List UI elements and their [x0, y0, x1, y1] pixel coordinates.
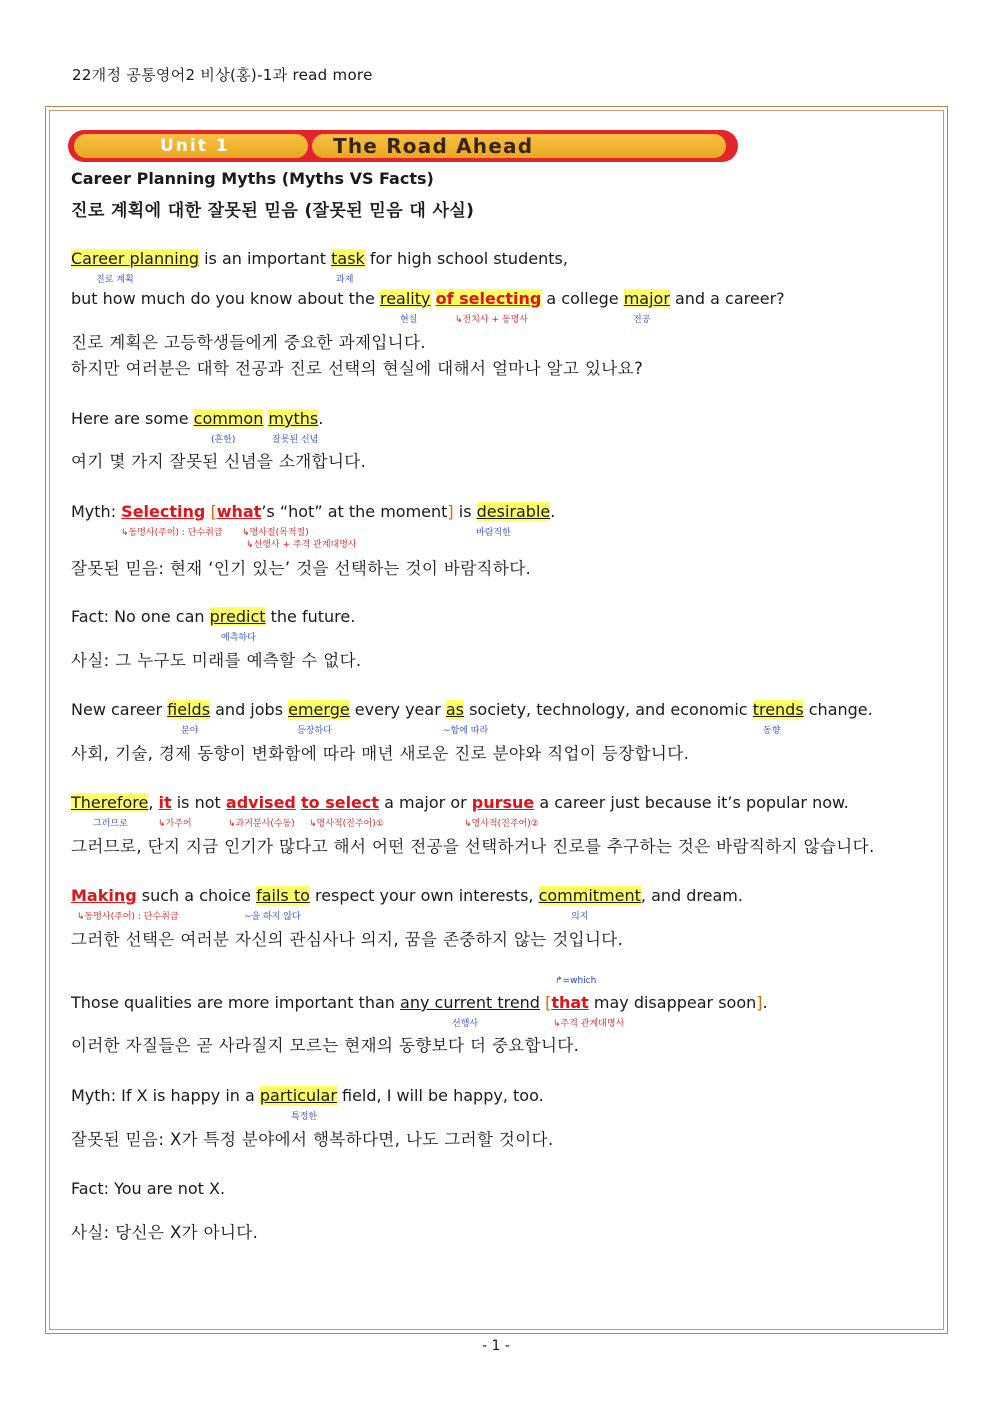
- term-advised: advised: [225, 793, 296, 812]
- sentence-11: Fact: You are not X.: [71, 1179, 226, 1198]
- term-desirable: desirable: [476, 502, 551, 521]
- text: respect your own interests,: [309, 886, 539, 905]
- sentence-3: [71, 409, 323, 428]
- term-as: as: [445, 700, 464, 719]
- gloss-making: ↳동명사(주어) : 단수취급: [77, 912, 179, 922]
- gloss-fails-to: ~을 하지 않다: [244, 912, 301, 922]
- translation-10: 잘못된 믿음: X가 특정 분야에서 행복하다면, 나도 그러할 것이다.: [71, 1130, 554, 1149]
- text: such a choice: [136, 886, 257, 905]
- bracket-close: ]: [756, 993, 763, 1012]
- page-number: - 1 -: [482, 1338, 510, 1354]
- text: change.: [803, 700, 873, 719]
- text: Here are some: [71, 409, 194, 428]
- text: New career: [71, 700, 168, 719]
- term-to-select: to select: [300, 793, 380, 812]
- term-therefore: Therefore: [71, 793, 149, 812]
- term-selecting: Selecting: [121, 502, 206, 521]
- gloss-to-select: ↳명사적(진주어)①: [309, 819, 384, 829]
- term-predict: predict: [209, 607, 266, 626]
- translation-2a: 진로 계획은 고등학생들에게 중요한 과제입니다.: [71, 333, 427, 352]
- term-myths: myths: [268, 409, 319, 428]
- gloss-trends: 동향: [763, 726, 781, 736]
- term-it: it: [158, 793, 172, 812]
- text: a college: [541, 289, 624, 308]
- gloss-predict: 예측하다: [221, 633, 256, 643]
- sentence-10: [71, 1086, 544, 1105]
- text: Those qualities are more important than: [71, 993, 401, 1012]
- translation-11: 사실: 당신은 X가 아니다.: [71, 1223, 259, 1242]
- unit-title: The Road Ahead: [333, 134, 534, 158]
- gloss-career-planning: 진로 계획: [96, 275, 134, 285]
- translation-5: 사실: 그 누구도 미래를 예측할 수 없다.: [71, 651, 362, 670]
- term-major: major: [623, 289, 670, 308]
- text: and jobs: [210, 700, 289, 719]
- gloss-that: ↳주격 관계대명사: [553, 1019, 625, 1029]
- term-that: that: [551, 993, 589, 1012]
- term-fields: fields: [167, 700, 211, 719]
- sentence-1: [71, 249, 568, 268]
- sentence-8: [71, 886, 743, 905]
- text: .: [550, 502, 556, 521]
- gloss-fields: 분야: [181, 726, 199, 736]
- term-task: task: [331, 249, 365, 268]
- text: ,: [148, 793, 159, 812]
- gloss-task: 과제: [336, 275, 354, 285]
- sentence-9: [71, 993, 768, 1012]
- bracket-open: [: [210, 502, 217, 521]
- gloss-myths: 잘못된 신념: [272, 435, 319, 445]
- text: is: [453, 502, 477, 521]
- sentence-7: [71, 793, 849, 812]
- translation-7: 그러므로, 단지 지금 인기가 많다고 해서 어떤 전공을 선택하거나 진로를 추구하는 것은 바람직하지 않습니다.: [71, 837, 875, 856]
- text: Fact: No one can: [71, 607, 210, 626]
- text: the future.: [265, 607, 356, 626]
- gloss-antecedent: 선행사: [452, 1019, 479, 1029]
- gloss-it: ↳가주어: [158, 819, 192, 829]
- translation-4: 잘못된 믿음: 현재 ‘인기 있는’ 것을 선택하는 것이 바람직하다.: [71, 559, 532, 578]
- gloss-as: ~함에 따라: [443, 726, 489, 736]
- heading-en: Career Planning Myths (Myths VS Facts): [71, 169, 434, 188]
- text: may disappear soon: [588, 993, 757, 1012]
- translation-8: 그러한 선택은 여러분 자신의 관심사나 의지, 꿈을 존중하지 않는 것입니다.: [71, 930, 624, 949]
- text: is not: [171, 793, 226, 812]
- text: .: [318, 409, 324, 428]
- gloss-pursue: ↳명사적(진주어)②: [464, 819, 539, 829]
- document-header: 22개정 공통영어2 비상(홍)-1과 read more: [72, 66, 373, 84]
- gloss-what: ↳선행사 + 주격 관계대명사: [246, 540, 357, 550]
- text: is an important: [198, 249, 332, 268]
- term-reality: reality: [379, 289, 431, 308]
- sentence-4: [71, 502, 555, 521]
- gloss-therefore: 그러므로: [93, 819, 128, 829]
- text: and a career?: [669, 289, 785, 308]
- term-any-current-trend: any current trend: [400, 993, 540, 1012]
- translation-2b: 하지만 여러분은 대학 전공과 진로 선택의 현실에 대해서 얼마나 알고 있나요?: [71, 359, 644, 378]
- term-emerge: emerge: [288, 700, 350, 719]
- term-fails-to: fails to: [256, 886, 310, 905]
- text: a career just because it’s popular now.: [534, 793, 849, 812]
- term-commitment: commitment: [538, 886, 641, 905]
- gloss-selecting: ↳동명사(주어) : 단수취급: [121, 528, 223, 538]
- gloss-major: 전공: [633, 315, 651, 325]
- term-pursue: pursue: [471, 793, 535, 812]
- gloss-advised: ↳과거분사(수동): [228, 819, 295, 829]
- term-making: Making: [71, 886, 137, 905]
- sentence-6: [71, 700, 873, 719]
- text: ’s “hot” at the moment: [261, 502, 448, 521]
- text: field, I will be happy, too.: [336, 1086, 544, 1105]
- gloss-desirable: 바람직한: [476, 528, 511, 538]
- term-common: common: [193, 409, 264, 428]
- text: , and dream.: [640, 886, 743, 905]
- heading-ko: 진로 계획에 대한 잘못된 믿음 (잘못된 믿음 대 사실): [71, 201, 475, 221]
- text: society, technology, and economic: [464, 700, 753, 719]
- text: for high school students,: [364, 249, 568, 268]
- gloss-particular: 특정한: [291, 1112, 318, 1122]
- gloss-which: ↱=which: [555, 976, 597, 986]
- term-what: what: [216, 502, 262, 521]
- text: Myth:: [71, 502, 122, 521]
- unit-banner: [68, 130, 738, 162]
- translation-6: 사회, 기술, 경제 동향이 변화함에 따라 매년 새로운 진로 분야와 직업이 등장합니다.: [71, 744, 690, 763]
- text: .: [762, 993, 768, 1012]
- term-trends: trends: [752, 700, 804, 719]
- text: Myth: If X is happy in a: [71, 1086, 260, 1105]
- term-particular: particular: [259, 1086, 337, 1105]
- bracket-close: ]: [447, 502, 454, 521]
- text: a major or: [379, 793, 472, 812]
- text: every year: [349, 700, 446, 719]
- sentence-5: [71, 607, 355, 626]
- term-career-planning: Career planning: [71, 249, 199, 268]
- translation-3: 여기 몇 가지 잘못된 신념을 소개합니다.: [71, 452, 367, 471]
- gloss-of-selecting: ↳전치사 + 동명사: [455, 315, 528, 325]
- unit-label: Unit 1: [160, 136, 230, 156]
- translation-9: 이러한 자질들은 곧 사라질지 모르는 현재의 동향보다 더 중요합니다.: [71, 1036, 580, 1055]
- gloss-commitment: 의지: [571, 912, 589, 922]
- gloss-reality: 현실: [400, 315, 418, 325]
- text: but how much do you know about the: [71, 289, 380, 308]
- gloss-what-clause: ↳명사절(목적절): [242, 528, 309, 538]
- sentence-2: [71, 289, 785, 308]
- bracket-open: [: [545, 993, 552, 1012]
- gloss-emerge: 등장하다: [297, 726, 332, 736]
- term-of-selecting: of selecting: [435, 289, 542, 308]
- gloss-common: (흔한): [211, 435, 236, 445]
